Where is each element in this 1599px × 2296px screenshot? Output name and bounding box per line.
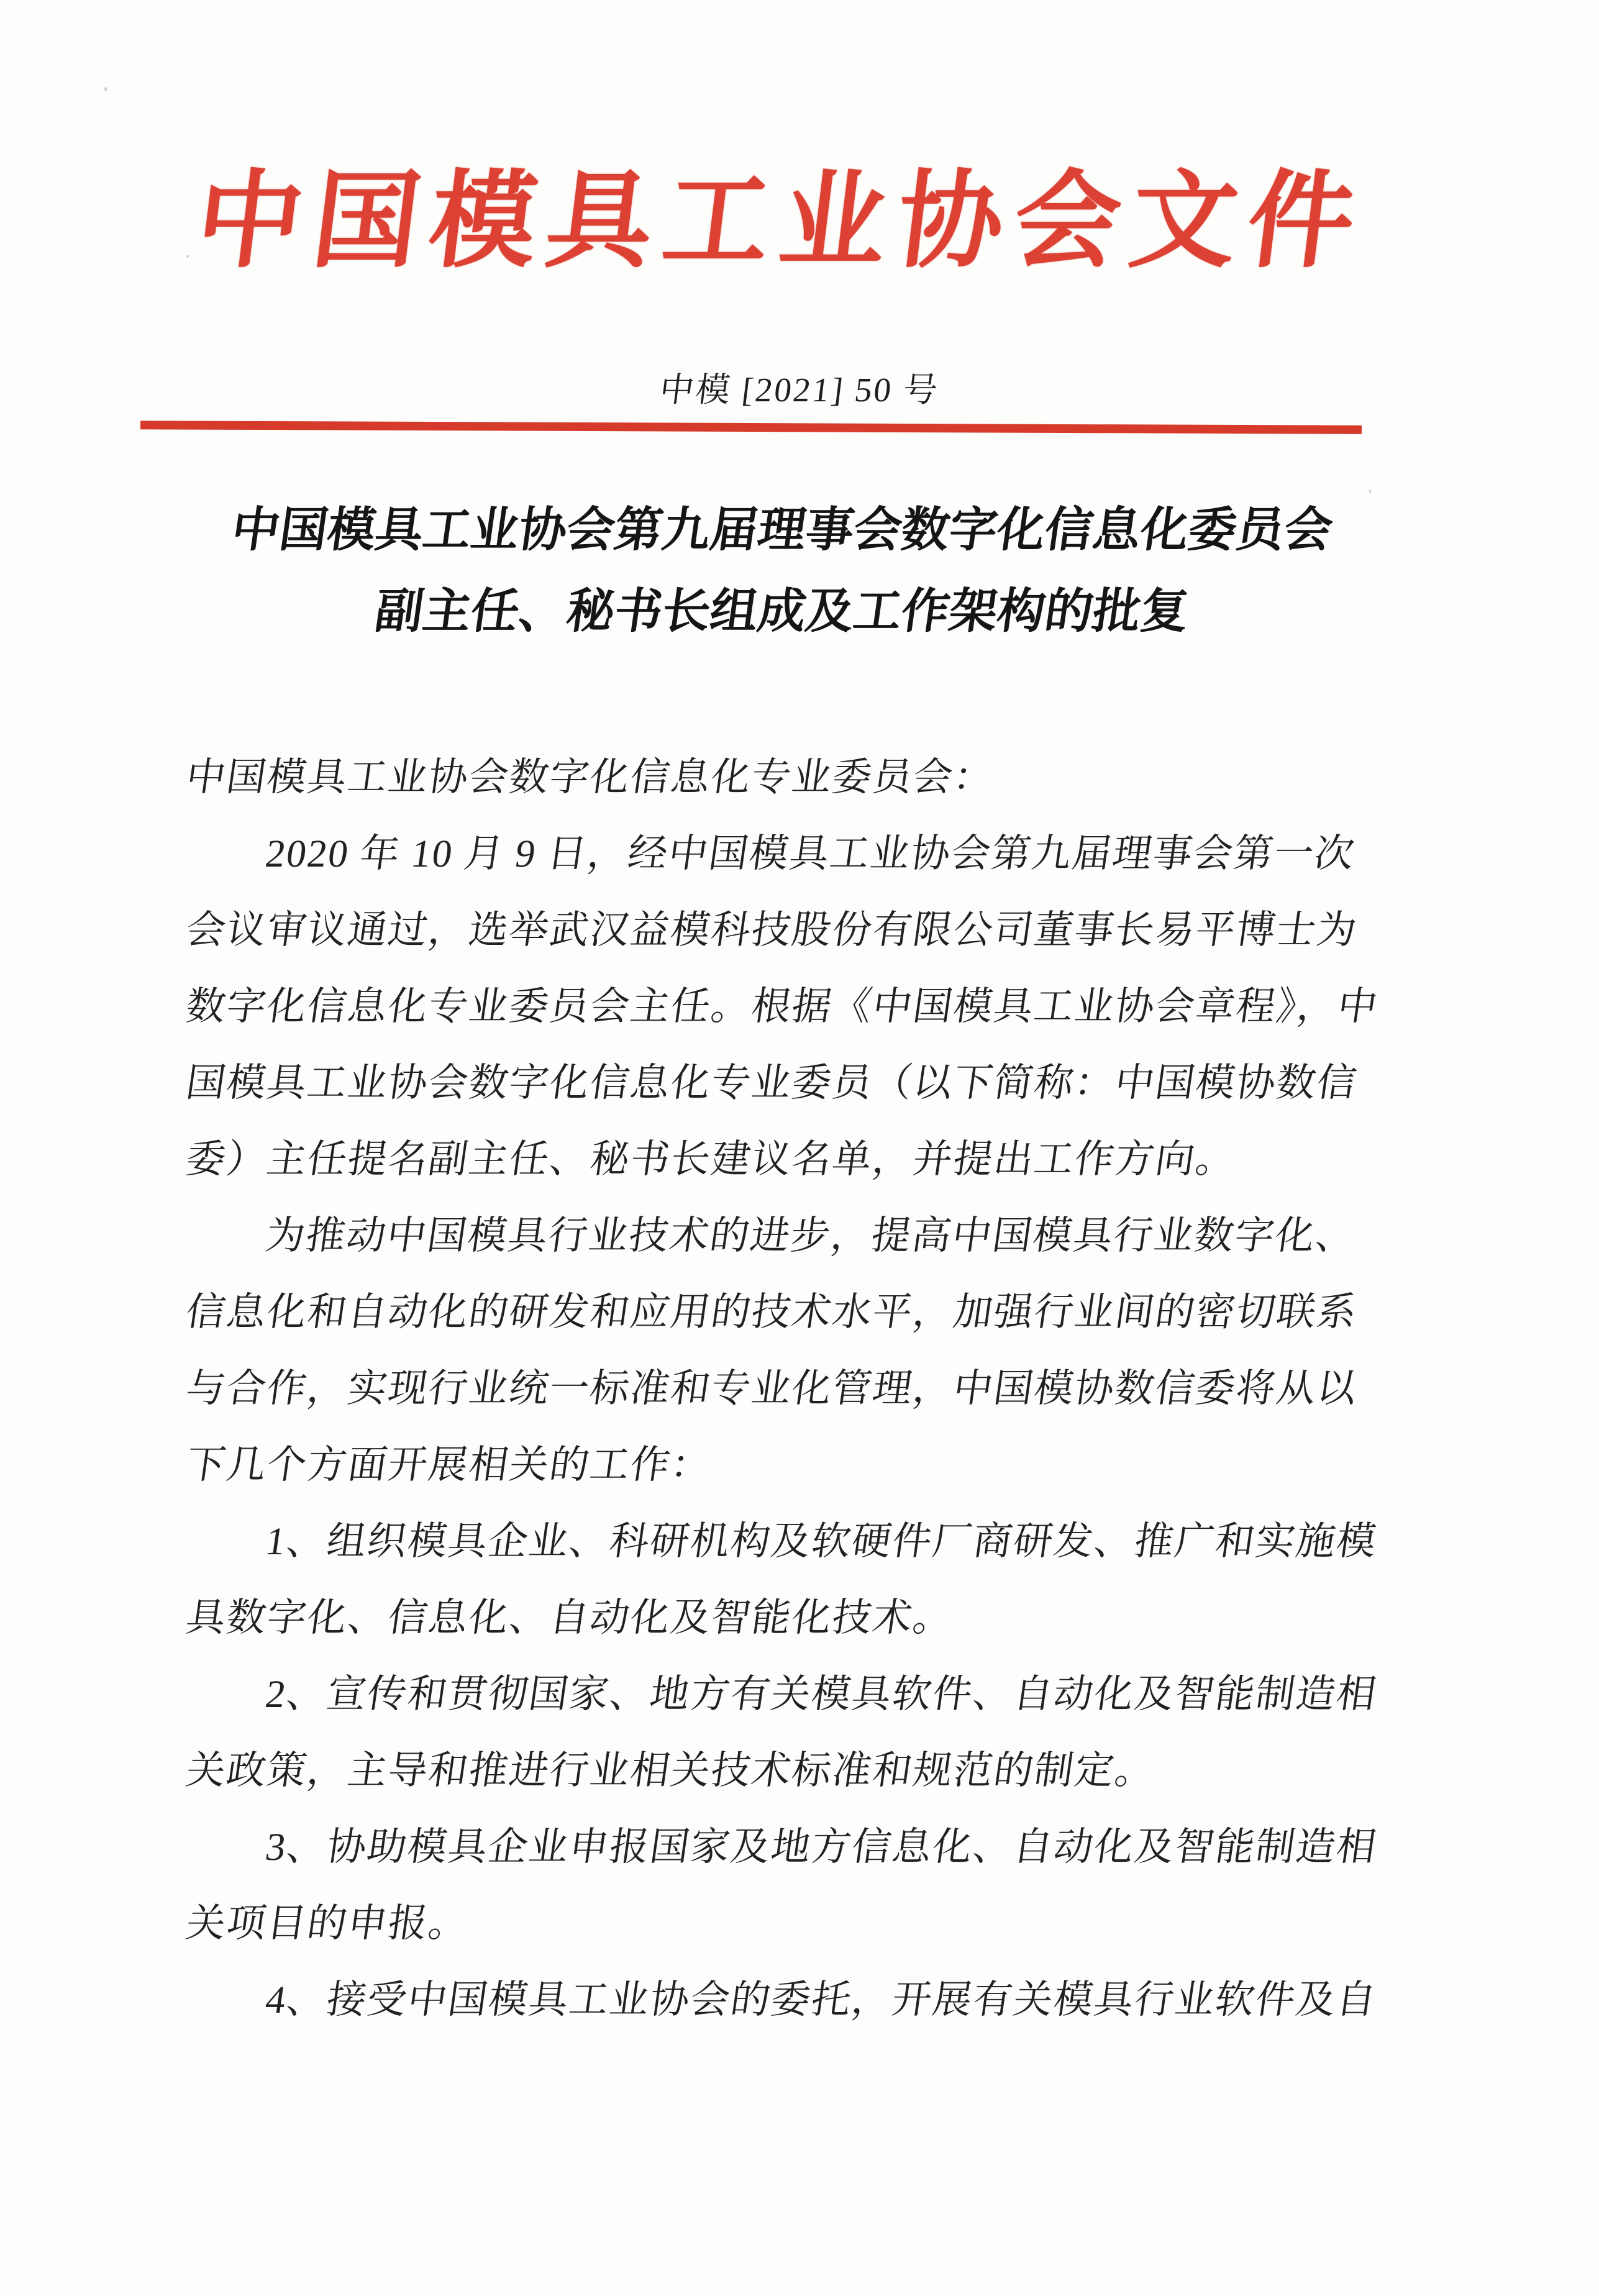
scan-speck xyxy=(104,87,107,91)
body-text-line: 关项目的申报。 xyxy=(183,1902,472,1945)
document-number: 中模 [2021] 50 号 xyxy=(657,371,942,409)
body-text-line: 为推动中国模具行业技术的进步，提高中国模具行业数字化、 xyxy=(263,1214,1359,1257)
body-text-line: 国模具工业协会数字化信息化专业委员（以下简称：中国模协数信 xyxy=(183,1061,1360,1105)
body-text-line: 数字化信息化专业委员会主任。根据《中国模具工业协会章程》，中 xyxy=(183,985,1382,1028)
body-text-line: 委）主任提名副主任、秘书长建议名单，并提出工作方向。 xyxy=(183,1137,1239,1181)
document-body xyxy=(183,739,1435,2038)
body-text-line: 3、协助模具企业申报国家及地方信息化、自动化及智能制造相 xyxy=(263,1825,1380,1869)
body-text-line: 2020 年 10 月 9 日，经中国模具工业协会第九届理事会第一次 xyxy=(263,832,1359,875)
document-title xyxy=(0,490,1582,652)
body-text-line: 具数字化、信息化、自动化及智能化技术。 xyxy=(183,1596,957,1639)
body-text-line: 4、接受中国模具工业协会的委托，开展有关模具行业软件及自 xyxy=(263,1978,1380,2021)
body-text-line: 会议审议通过，选举武汉益模科技股份有限公司董事长易平博士为 xyxy=(183,908,1360,952)
red-divider-line xyxy=(140,421,1362,434)
body-text-line: 下几个方面开展相关的工作： xyxy=(183,1443,714,1487)
body-text-line: 1、组织模具企业、科研机构及软硬件厂商研发、推广和实施模 xyxy=(263,1519,1380,1563)
document-title-line: 中国模具工业协会第九届理事会数字化信息化委员会 xyxy=(228,503,1336,557)
body-text-line: 2、宣传和贯彻国家、地方有关模具软件、自动化及智能制造相 xyxy=(263,1672,1380,1716)
document-title-line: 副主任、秘书长组成及工作架构的批复 xyxy=(371,585,1193,638)
body-text-line: 信息化和自动化的研发和应用的技术水平，加强行业间的密切联系 xyxy=(183,1290,1360,1334)
body-text-line: 中国模具工业协会数字化信息化专业委员会： xyxy=(183,755,997,799)
letterhead-title: 中国模具工业协会文件 xyxy=(189,163,1372,280)
body-text-line: 关政策，主导和推进行业相关技术标准和规范的制定。 xyxy=(183,1749,1159,1792)
body-text-line: 与合作，实现行业统一标准和专业化管理，中国模协数信委将从以 xyxy=(183,1367,1360,1410)
